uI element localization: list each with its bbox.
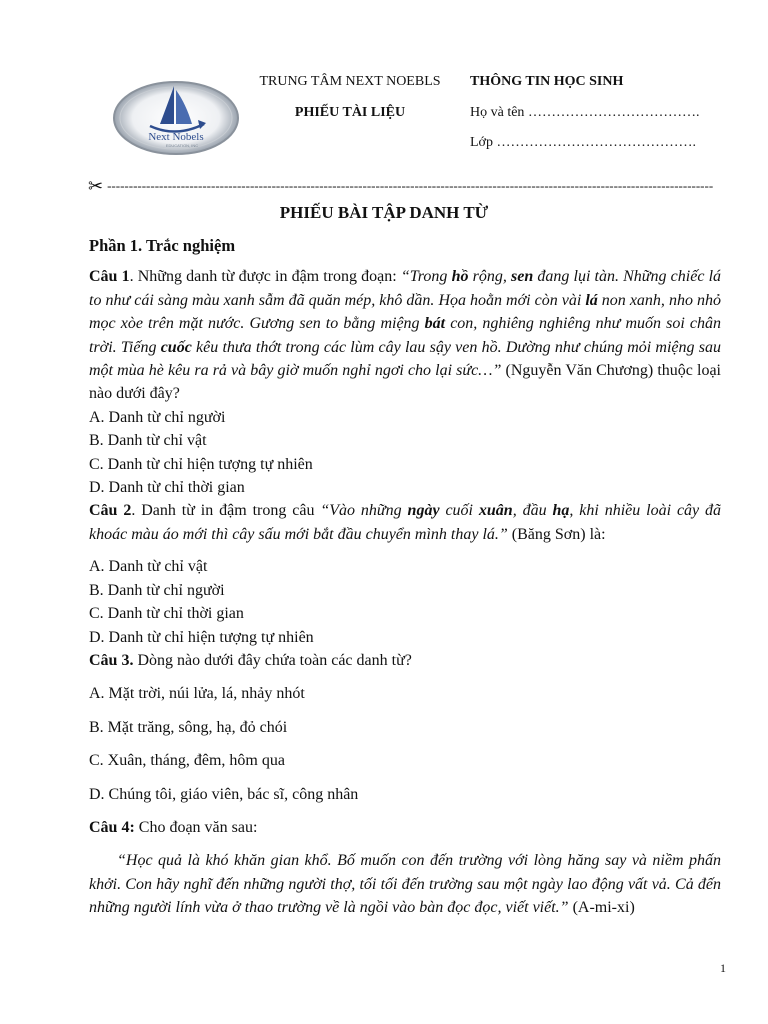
- option: D. Chúng tôi, giáo viên, bác sĩ, công nhân: [89, 785, 359, 803]
- option: C. Xuân, tháng, đêm, hôm qua: [89, 752, 285, 770]
- center-name: TRUNG TÂM NEXT NOEBLS: [259, 74, 441, 89]
- class-field: [470, 133, 750, 153]
- option: C. Danh từ chỉ hiện tượng tự nhiên: [89, 455, 313, 473]
- page-number: 1: [720, 961, 726, 975]
- question-3: Câu 3. Dòng nào dưới đây chứa toàn các danh từ?: [89, 651, 412, 669]
- logo-emblem-icon: [112, 80, 240, 156]
- option: C. Danh từ chỉ thời gian: [89, 605, 244, 623]
- option: A. Danh từ chỉ người: [89, 408, 226, 426]
- option: B. Mặt trăng, sông, hạ, đỏ chói: [89, 718, 288, 736]
- worksheet-content: [89, 234, 721, 920]
- page-title: PHIẾU BÀI TẬP DANH TỪ: [279, 203, 489, 222]
- option: B. Danh từ chỉ người: [89, 581, 225, 599]
- question-4: Câu 4: Cho đoạn văn sau:: [89, 818, 258, 836]
- option: B. Danh từ chỉ vật: [89, 432, 207, 450]
- question-label: Câu 3.: [89, 651, 134, 669]
- header-center: [250, 72, 450, 123]
- class-label: Lớp: [470, 135, 493, 150]
- option: A. Mặt trời, núi lửa, lá, nhảy nhót: [89, 685, 305, 703]
- question-label: Câu 1: [89, 268, 130, 286]
- cut-dashes: --------------------------------------------------------------------------------------------------------------------------------------------: [107, 178, 714, 193]
- option: D. Danh từ chỉ thời gian: [89, 479, 245, 497]
- question-label: Câu 2: [89, 502, 132, 520]
- name-dots: ……………………………….: [527, 105, 700, 120]
- document-type: PHIẾU TÀI LIỆU: [294, 105, 406, 120]
- name-label: Họ và tên: [470, 105, 525, 120]
- logo: [112, 80, 240, 156]
- question-2: Câu 2. Danh từ in đậm trong câu “Vào những ngày cuối xuân, đầu hạ, khi nhiều loài cây đã khoác màu áo mới thì cây sấu mới bắt đầu chuyển mình thay lá.” (Băng Sơn) là:: [89, 502, 722, 543]
- student-info: [470, 72, 750, 153]
- student-info-title: THÔNG TIN HỌC SINH: [470, 74, 624, 89]
- logo-text: Next Nobels: [148, 131, 204, 143]
- logo-subtext: EDUCATION, INC: [165, 143, 199, 148]
- question-label: Câu 4:: [89, 818, 135, 836]
- quote-passage: “Học quả là khó khăn gian khổ. Bố muốn con đến trường với lòng hăng say và niềm phấn khởi. Con hãy nghĩ đến những người thợ, tối tối đến trường sau một ngày lao động vất vả. Cả đến những người lính vừa ở thao trường về là ngồi vào bàn đọc đọc, viết viết.” (A-mi-xi): [89, 852, 721, 917]
- part-heading: Phần 1. Trắc nghiệm: [89, 236, 236, 255]
- scissors-icon: ✂: [88, 176, 104, 196]
- class-dots: …………………………………….: [496, 135, 696, 150]
- option: D. Danh từ chỉ hiện tượng tự nhiên: [89, 628, 314, 646]
- cut-line: [88, 176, 720, 196]
- option: A. Danh từ chỉ vật: [89, 558, 208, 576]
- question-1: Câu 1. Những danh từ được in đậm trong đoạn: “Trong hồ rộng, sen đang lụi tàn. Những chiếc lá to như cái sàng màu xanh sẫm đã quăn mép, khô dần. Họa hoằn mới còn vài lá non xanh, nho nhỏ mọc xòe trên mặt nước. Gương sen to bằng miệng bát con, nghiêng nghiêng như muốn soi chân trời. Tiếng cuốc kêu thưa thớt trong các lùm cây lau sậy ven hồ. Dường như chúng mỏi miệng sau một mùa hè kêu ra rả và bây giờ muốn nghỉ ngơi cho lại sức…” (Nguyễn Văn Chương) thuộc loại nào dưới đây?: [89, 268, 722, 403]
- name-field: [470, 103, 750, 123]
